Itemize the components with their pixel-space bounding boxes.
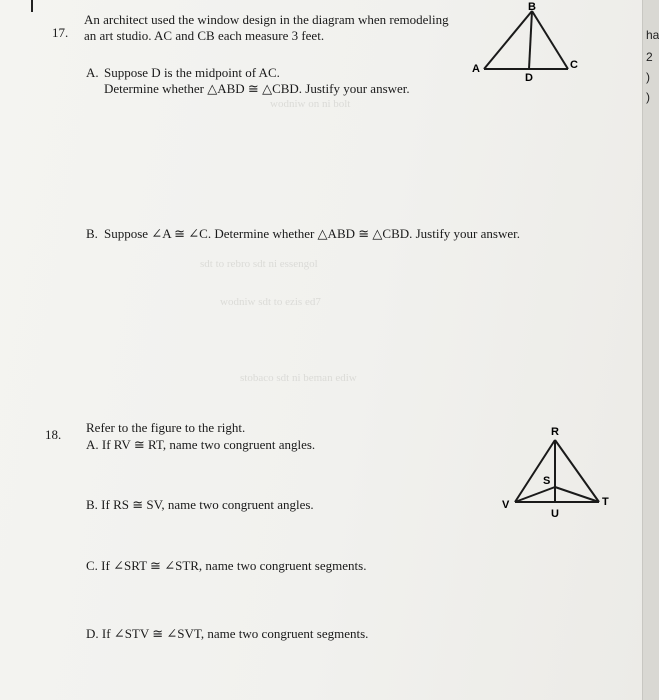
label-U: U bbox=[551, 508, 559, 520]
label-T: T bbox=[602, 496, 609, 508]
margin-text: 2 bbox=[646, 50, 653, 64]
margin-text: ha bbox=[646, 28, 659, 42]
triangle-RVT-figure bbox=[498, 422, 618, 522]
label-D: D bbox=[525, 72, 533, 84]
segment-RV bbox=[515, 440, 555, 502]
label-C: C bbox=[570, 59, 578, 71]
question-17-partA-line1: Suppose D is the midpoint of AC. bbox=[104, 65, 280, 80]
question-17-partA-label: A. bbox=[86, 65, 99, 80]
question-18-partD: D. If ∠STV ≅ ∠SVT, name two congruent segments. bbox=[86, 626, 369, 641]
adjacent-page-edge bbox=[642, 0, 659, 700]
label-B: B bbox=[528, 1, 536, 13]
question-17-number: 17. bbox=[52, 25, 69, 40]
label-V: V bbox=[502, 499, 510, 511]
question-18-number: 18. bbox=[45, 427, 62, 442]
segment-BD bbox=[529, 11, 532, 69]
question-17-partB-text: Suppose ∠A ≅ ∠C. Determine whether △ABD ≅ △CBD. Justify your answer. bbox=[104, 226, 520, 241]
question-18-intro: Refer to the figure to the right. bbox=[86, 420, 246, 435]
page-edge-mark bbox=[31, 0, 33, 12]
question-17-text-line2: an art studio. AC and CB each measure 3 feet. bbox=[84, 28, 325, 43]
bleed-through-text: stobaco sdt ni beman ediw bbox=[240, 372, 357, 384]
margin-text: ) bbox=[646, 90, 650, 104]
question-18-partC: C. If ∠SRT ≅ ∠STR, name two congruent segments. bbox=[86, 558, 367, 573]
bleed-through-text: wodniw on ni bolt bbox=[270, 98, 351, 110]
question-17-text-line1: An architect used the window design in the diagram when remodeling bbox=[84, 12, 449, 27]
label-R: R bbox=[551, 426, 559, 438]
question-17-partA-line2: Determine whether △ABD ≅ △CBD. Justify your answer. bbox=[104, 81, 410, 96]
label-A: A bbox=[472, 63, 480, 75]
question-18-partB: B. If RS ≅ SV, name two congruent angles. bbox=[86, 497, 314, 512]
question-18-partA: A. If RV ≅ RT, name two congruent angles. bbox=[86, 437, 316, 452]
segment-AB bbox=[484, 11, 532, 69]
bleed-through-text: wodniw sdt to ezis ed7 bbox=[220, 296, 321, 308]
bleed-through-text: sdt to rebro sdt ni essengol bbox=[200, 258, 318, 270]
margin-text: ) bbox=[646, 70, 650, 84]
segment-RT bbox=[555, 440, 599, 502]
label-S: S bbox=[543, 475, 551, 487]
segment-BC bbox=[532, 11, 568, 69]
window-design-figure bbox=[465, 0, 585, 82]
segment-ST bbox=[555, 487, 599, 502]
question-17-partB-label: B. bbox=[86, 226, 98, 241]
